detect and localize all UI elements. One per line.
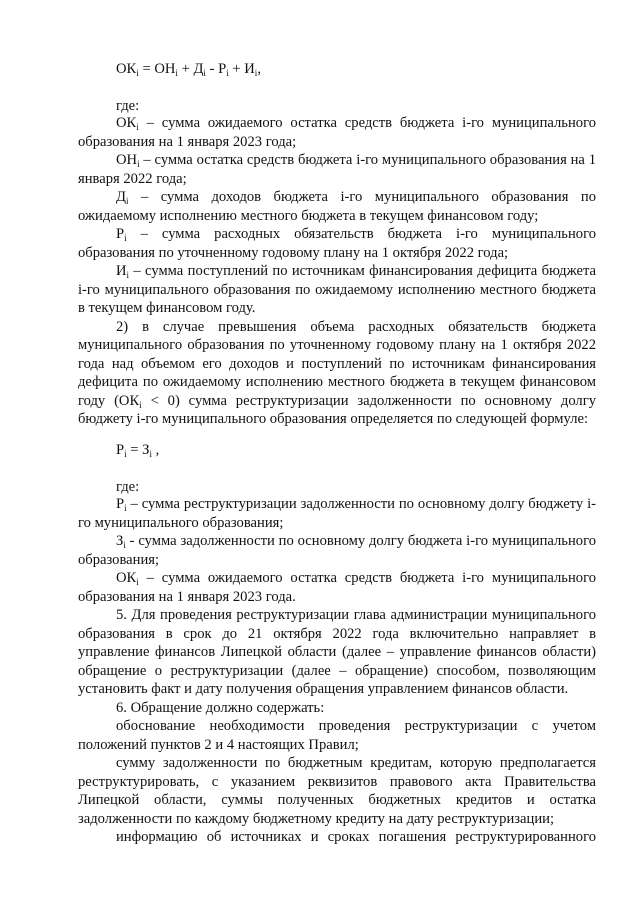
definition-r: $Р_i$ – сумма расходных обязательств бюджета i-го муниципального образования по уточненному годовому плану на 1 октября 2022 года; xyxy=(78,226,596,261)
paragraph-6: 6. Обращение должно содержать: xyxy=(116,699,325,716)
definitions-block-1 xyxy=(78,114,596,429)
where-label-2: где: xyxy=(116,479,140,495)
where-label-1: где: xyxy=(116,98,140,114)
formula-r: $Р_i = З_i$ , xyxy=(116,442,160,459)
definition-ok: $ОК_i$ – сумма ожидаемого остатка средств бюджета i-го муниципального образования на 1 января 2023 года; xyxy=(78,115,596,150)
definition-z: $З_i$ - сумма задолженности по основному долгу бюджета i-го муниципального образования; xyxy=(78,533,596,568)
definition-ok2: $ОК_i$ – сумма ожидаемого остатка средств бюджета i-го муниципального образования на 1 января 2023 года. xyxy=(78,570,596,605)
definition-i: $И_i$ – сумма поступлений по источникам финансирования дефицита бюджета i-го муниципального образования по ожидаемому исполнению местного бюджета в текущем финансовом году. xyxy=(78,263,596,316)
definition-on: $ОН_i$ – сумма остатка средств бюджета i-го муниципального образования на 1 января 2022 года; xyxy=(78,152,596,187)
definition-r2: $Р_i$ – сумма реструктуризации задолженности по основному долгу бюджету i-го муниципального образования; xyxy=(78,496,596,531)
paragraph-6-item-2: сумму задолженности по бюджетным кредитам, которую предполагается реструктурировать, с указанием реквизитов правового акта Правительства Липецкой области, суммы полученных бюджетных кредитов и остатка задолженности по каждому бюджетному кредиту на дату реструктуризации; xyxy=(78,755,596,827)
paragraph-5: 5. Для проведения реструктуризации глава администрации муниципального образования в срок до 21 октября 2022 года включительно направляет в управление финансов Липецкой области (далее – управление финансов области) обращение о реструктуризации (далее – обращение) способом, позволяющим установить факт и дату получения обращения управлением финансов области. xyxy=(78,607,596,697)
paragraph-6-item-1: обоснование необходимости проведения реструктуризации с учетом положений пунктов 2 и 4 настоящих Правил; xyxy=(78,718,596,753)
definitions-block-2 xyxy=(78,495,596,847)
formula-ok: $ОК_i = ОН_i + Д_i - Р_i + И_i$, xyxy=(116,61,261,78)
definition-d: $Д_i$ – сумма доходов бюджета i-го муниципального образования по ожидаемому исполнению местного бюджета в текущем финансовом году; xyxy=(78,189,596,224)
paragraph-6-item-3: информацию об источниках и сроках погашения реструктурированного xyxy=(116,829,596,845)
paragraph-2: 2) в случае превышения объема расходных обязательств бюджета муниципального образования по уточненному годовому плану на 1 октября 2022 года над объемом его доходов и поступлений по источникам финансирования дефицита по ожидаемому исполнению местного бюджета в текущем финансовом году $(ОК_i < 0)$ сумма реструктуризации задолженности по основному долгу бюджету i-го муниципального образования определяется по следующей формуле: xyxy=(78,318,596,427)
